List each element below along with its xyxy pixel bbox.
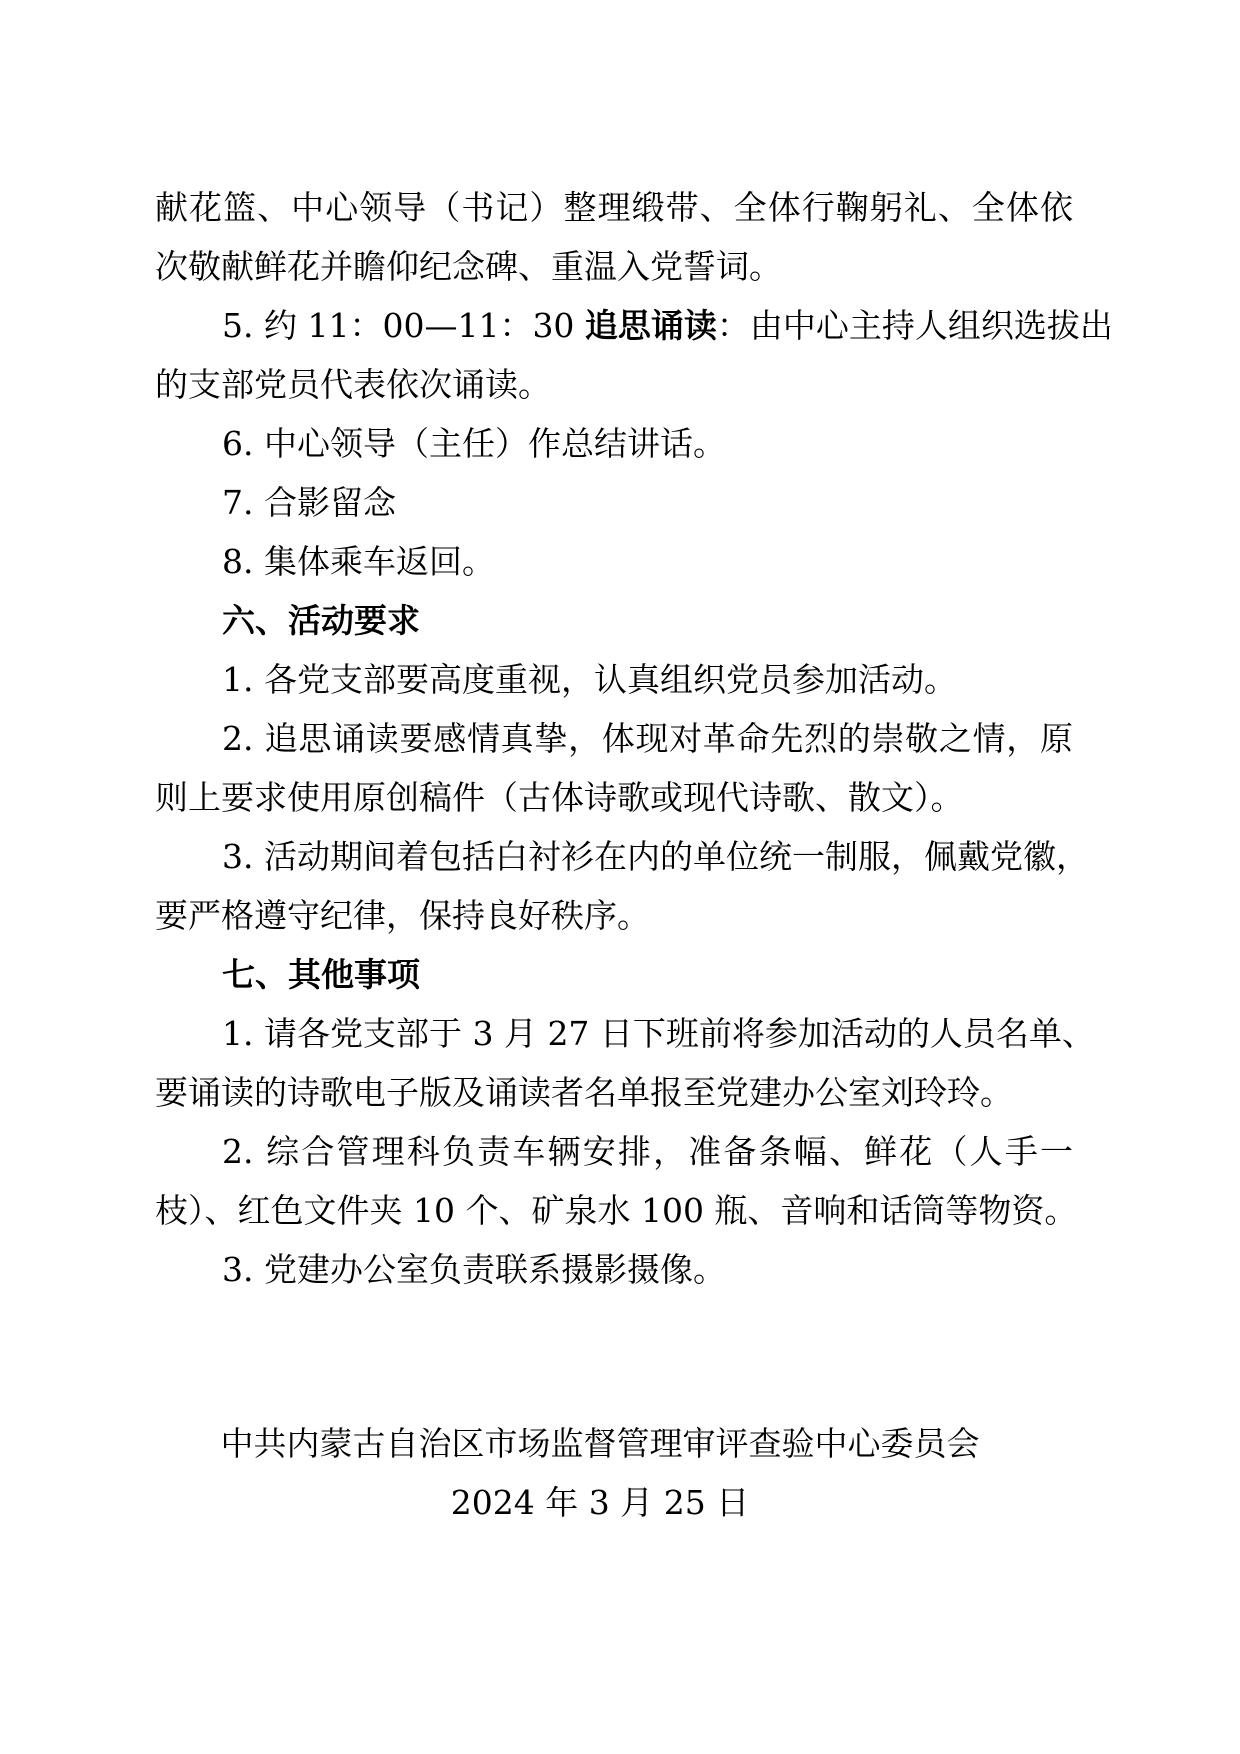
other-item-3: 3. 党建办公室负责联系摄影摄像。 (222, 1250, 726, 1289)
item-7: 7. 合影留念 (222, 483, 396, 522)
other-item-2-line: 枝）、红色文件夹 10 个、矿泉水 100 瓶、音响和话筒等物资。 (155, 1191, 1078, 1230)
section-6-heading: 六、活动要求 (222, 601, 420, 640)
item-6: 6. 中心领导（主任）作总结讲话。 (222, 424, 726, 463)
paragraph-line: 献花篮、中心领导（书记）整理缎带、全体行鞠躬礼、全体依 (155, 188, 1073, 227)
item-5-line (222, 306, 1113, 346)
requirement-3-line: 要严格遵守纪律，保持良好秩序。 (155, 896, 650, 935)
other-item-1-line: 1. 请各党支部于 3 月 27 日下班前将参加活动的人员名单、 (222, 1014, 1095, 1053)
item-5-desc: ：由中心主持人组织选拔出 (716, 306, 1113, 345)
signature-organization: 中共内蒙古自治区市场监督管理审评查验中心委员会 (220, 1424, 980, 1463)
section-7-heading: 七、其他事项 (222, 955, 420, 994)
other-item-1-line: 要诵读的诗歌电子版及诵读者名单报至党建办公室刘玲玲。 (155, 1073, 1013, 1112)
requirement-3-line: 3. 活动期间着包括白衬衫在内的单位统一制服，佩戴党徽， (222, 837, 1089, 876)
item-5-title: 追思诵读 (584, 306, 717, 345)
signature-date: 2024 年 3 月 25 日 (450, 1483, 750, 1522)
requirement-2-line: 2. 追思诵读要感情真挚，体现对革命先烈的崇敬之情，原 (222, 719, 1073, 758)
paragraph-line: 次敬献鲜花并瞻仰纪念碑、重温入党誓词。 (155, 247, 782, 286)
requirement-2-line: 则上要求使用原创稿件（古体诗歌或现代诗歌、散文）。 (155, 778, 964, 817)
other-item-2-line: 2. 综合管理科负责车辆安排，准备条幅、鲜花（人手一 (222, 1132, 1073, 1171)
item-8: 8. 集体乘车返回。 (222, 542, 495, 581)
requirement-1: 1. 各党支部要高度重视，认真组织党员参加活动。 (222, 660, 957, 699)
item-5-time: 5. 约 11：00—11：30 (222, 306, 585, 345)
paragraph-line: 的支部党员代表依次诵读。 (155, 365, 551, 404)
